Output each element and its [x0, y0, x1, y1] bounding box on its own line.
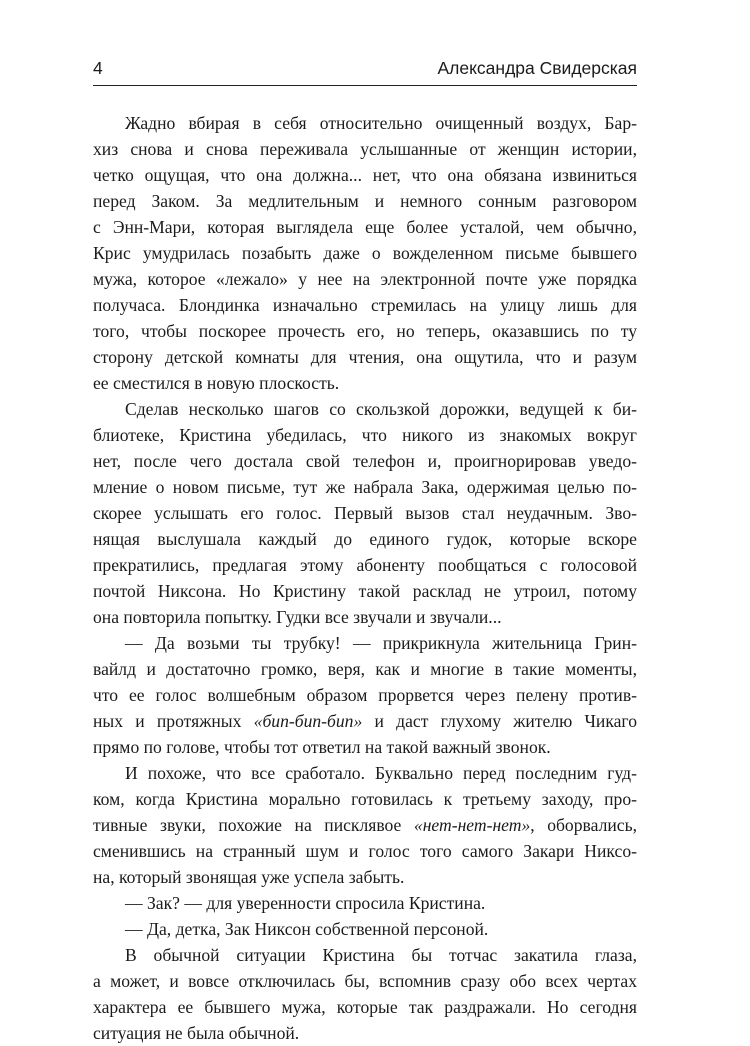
text-line: что ее голос волшебным образом прорвется через пелену против-: [93, 685, 637, 705]
text-line: мление о новом письме, тут же набрала Зака, одержимая целью по-: [93, 477, 637, 497]
text-line: ее сместился в новую плоскость.: [93, 373, 340, 393]
text-fragment: ных и протяжных: [93, 711, 242, 731]
text-line: перед Заком. За медлительным и немного сонным разговором: [93, 191, 637, 211]
text-line: мужа, которое «лежало» у нее на электронной почте уже порядка: [93, 269, 637, 289]
text-line: скорее услышать его голос. Первый вызов стал неудачным. Зво-: [93, 503, 637, 523]
text-line: вайлд и достаточно громко, веря, как и многие в такие моменты,: [93, 659, 637, 679]
paragraph: [93, 890, 637, 916]
text-line: хиз снова и снова переживала услышанные от женщин истории,: [93, 139, 637, 159]
paragraph: [93, 396, 637, 630]
text-fragment: и даст глухому жителю Чикаго: [374, 711, 637, 731]
text-line: И похоже, что все сработало. Буквально перед последним гуд-: [125, 763, 637, 783]
text-line: — Да возьми ты трубку! — прикрикнула жительница Грин-: [125, 633, 637, 653]
paragraph: [93, 630, 637, 760]
text-line: нет, после чего достала свой телефон и, проигнорировав уведо-: [93, 451, 637, 471]
body-text: [93, 110, 637, 1046]
text-line: прекратились, предлагая этому абоненту пообщаться с голосовой: [93, 555, 637, 575]
running-header-author: Александра Свидерская: [437, 58, 637, 78]
text-line: ком, когда Кристина морально готовилась к третьему заходу, про-: [93, 789, 637, 809]
text-line: ситуация не была обычной.: [93, 1023, 300, 1043]
text-line: [93, 708, 637, 734]
text-line: того, чтобы поскорее прочесть его, но теперь, оказавшись по ту: [93, 321, 637, 341]
text-line: [93, 812, 637, 838]
italic-phrase: «нет-нет-нет»: [413, 815, 531, 835]
text-line: Крис умудрилась позабыть даже о вожделенном письме бывшего: [93, 243, 637, 263]
text-line: В обычной ситуации Кристина бы тотчас закатила глаза,: [125, 945, 637, 965]
text-line: на, который звонящая уже успела забыть.: [93, 867, 405, 887]
italic-phrase: «бип-бип-бип»: [253, 711, 363, 731]
text-line: получаса. Блондинка изначально стремилась на улицу лишь для: [93, 295, 637, 315]
text-line: характера ее бывшего мужа, которые так раздражали. Но сегодня: [93, 997, 637, 1017]
text-line: прямо по голове, чтобы тот ответил на такой важный звонок.: [93, 737, 551, 757]
text-fragment: , оборвались,: [530, 815, 637, 835]
paragraph: [93, 110, 637, 396]
text-line: — Зак? — для уверенности спросила Кристина.: [125, 893, 486, 913]
text-line: Сделав несколько шагов со скользкой дорожки, ведущей к би-: [125, 399, 637, 419]
running-header: [93, 55, 637, 86]
text-line: — Да, детка, Зак Никсон собственной персоной.: [125, 919, 489, 939]
text-line: она повторила попытку. Гудки все звучали и звучали...: [93, 607, 502, 627]
paragraph: [93, 916, 637, 942]
paragraph: [93, 942, 637, 1046]
text-line: нящая выслушала каждый до единого гудок, которые вскоре: [93, 529, 637, 549]
text-fragment: тивные звуки, похожие на писклявое: [93, 815, 402, 835]
text-line: почтой Никсона. Но Кристину такой расклад не утроил, потому: [93, 581, 637, 601]
text-line: сторону детской комнаты для чтения, она ощутила, что и разум: [93, 347, 637, 367]
text-line: а может, и вовсе отключилась бы, вспомнив сразу обо всех чертах: [93, 971, 637, 991]
page-number: 4: [93, 58, 103, 78]
text-line: с Энн-Мари, которая выглядела еще более усталой, чем обычно,: [93, 217, 637, 237]
text-line: Жадно вбирая в себя относительно очищенный воздух, Бар-: [125, 113, 637, 133]
text-line: четко ощущая, что она должна... нет, что она обязана извиниться: [93, 165, 637, 185]
paragraph: [93, 760, 637, 890]
text-line: сменившись на странный шум и голос того самого Закари Никсо-: [93, 841, 637, 861]
text-line: блиотеке, Кристина убедилась, что никого из знакомых вокруг: [93, 425, 637, 445]
